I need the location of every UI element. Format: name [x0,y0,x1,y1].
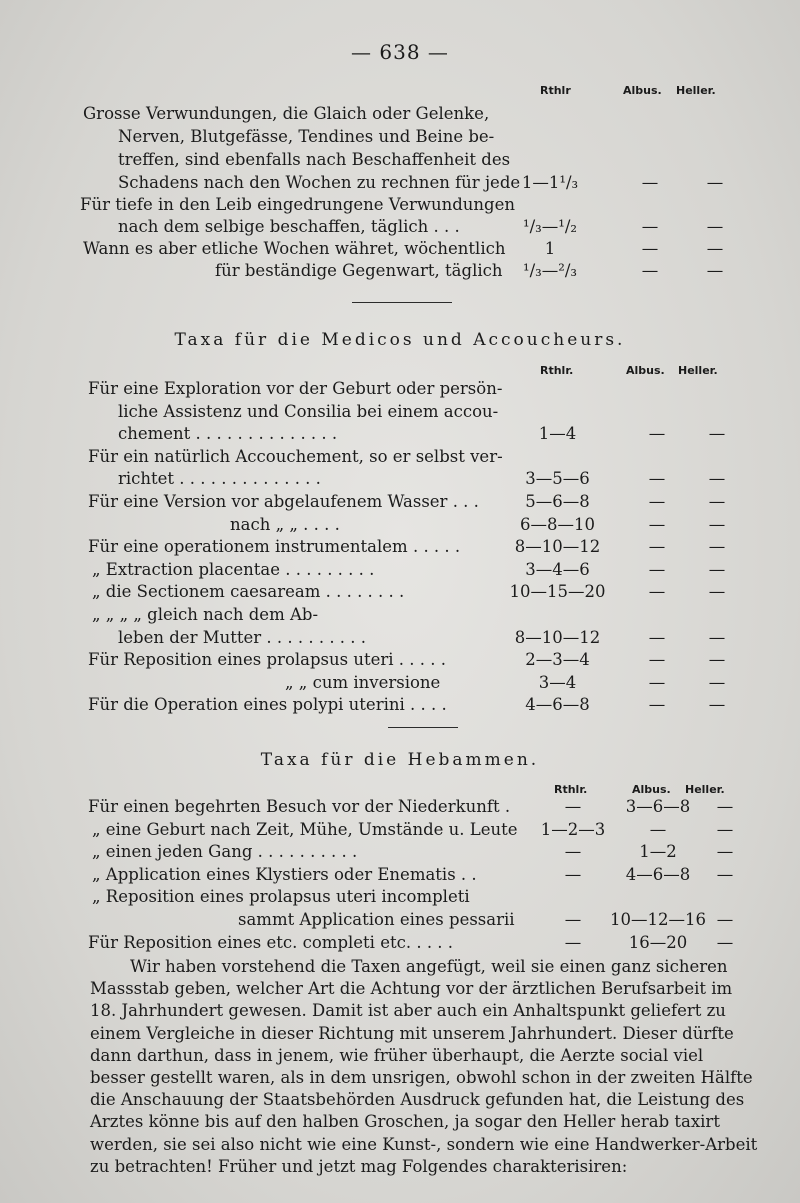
text-line: chement . . . . . . . . . . . . . . [118,424,338,444]
text-line: „ „ „ „ gleich nach dem Ab- [92,605,319,624]
paragraph-line: einem Vergleiche in dieser Richtung mit unserem Jahrhundert. Dieser dürfte [90,1023,734,1043]
section-divider [388,727,458,728]
text-line: Für ein natürlich Accouchement, so er selbst ver- [88,446,503,466]
text-line: richtet . . . . . . . . . . . . . . [118,469,321,489]
value-albus: — [649,819,667,839]
value-heller: — [708,469,726,489]
paragraph-line: werden, sie sei also nicht wie eine Kunst-, sondern wie eine Handwerker-Arbeit [90,1134,758,1154]
value-rthlr: 3—4 [538,672,577,692]
value-rthlr: 1—4 [538,424,577,444]
text-line: Für eine Exploration vor der Geburt oder persön- [88,379,503,398]
text-line: sammt Application eines pessarii [238,910,515,929]
value-rthlr: 4—6—8 [525,695,590,715]
value-rthlr: ¹/₃—¹/₂ [522,217,578,236]
text-line: „ Reposition eines prolapsus uteri incompleti [92,887,470,907]
col-header-albus: Albus. [632,783,671,796]
value-heller: — [716,864,734,884]
value-albus: — [648,559,666,579]
text-line: Schadens nach den Wochen zu rechnen für jede [118,173,521,192]
value-rthlr: — [564,842,582,862]
value-rthlr: — [564,864,582,884]
value-rthlr: — [564,932,582,952]
value-albus: — [648,469,666,489]
page-number: — 638 — [351,40,449,64]
value-albus: 10—12—16 [610,910,706,929]
value-heller: — [708,492,726,511]
col-header-rthlr: Rthlr. [540,364,574,377]
value-rthlr: 1—2—3 [540,819,606,839]
text-line: leben der Mutter . . . . . . . . . . [118,627,367,647]
paragraph-line: Massstab geben, welcher Art die Achtung vor der ärztlichen Berufsarbeit im [90,979,733,999]
text-line: Für tiefe in den Leib eingedrungene Verwundungen [80,195,516,214]
value-albus: — [648,582,666,602]
paragraph-line: Arztes könne bis auf den halben Groschen, ja sogar den Heller herab taxirt [90,1112,720,1132]
value-albus: 16—20 [628,932,688,952]
value-heller: — [708,424,726,444]
text-line: „ Extraction placentae . . . . . . . . . [92,559,375,579]
value-rthlr: 8—10—12 [514,537,601,557]
value-heller: — [706,217,724,236]
value-heller: — [716,797,734,816]
text-line: Wann es aber etliche Wochen währet, wöchentlich [83,239,506,258]
value-rthlr: — [564,910,582,929]
section-heading-hebammen: Taxa für die Hebammen. [260,750,540,770]
value-heller: — [708,537,726,557]
paragraph-line: die Anschauung der Staatsbehörden Ausdruck gefunden hat, die Leistung des [90,1090,745,1110]
value-albus: — [648,695,666,715]
value-heller: — [708,627,726,647]
text-line: Nerven, Blutgefässe, Tendines und Beine be- [118,127,495,146]
value-albus: — [648,537,666,557]
text-line: Für Reposition eines etc. completi etc. . . . . [88,932,454,952]
value-albus: — [641,239,659,258]
col-header-rthlr: Rthlr. [554,783,588,796]
text-line: Für eine Version vor abgelaufenem Wasser . . . [88,492,479,511]
value-albus: 4—6—8 [625,864,691,884]
value-heller: — [708,514,726,534]
value-heller: — [706,239,724,258]
paragraph-line: Wir haben vorstehend die Taxen angefügt, weil sie einen ganz sicheren [130,957,728,976]
body-paragraph [90,956,758,1178]
section-divider [352,302,452,303]
value-rthlr: 5—6—8 [525,492,590,511]
col-header-heller: Heller. [678,364,718,377]
text-line: treffen, sind ebenfalls nach Beschaffenheit des [118,150,511,169]
value-rthlr: 2—3—4 [525,650,590,670]
text-line: Für einen begehrten Besuch vor der Niederkunft . [88,797,511,816]
value-heller: — [708,582,726,602]
value-rthlr: 3—4—6 [525,559,590,579]
paragraph-line: 18. Jahrhundert gewesen. Damit ist aber auch ein Anhaltspunkt geliefert zu [90,1001,726,1021]
value-albus: — [648,672,666,692]
value-albus: 3—6—8 [625,797,691,816]
text-line: für beständige Gegenwart, täglich [215,261,503,280]
col-header-heller: Heller. [676,84,716,97]
value-albus: — [648,650,666,670]
value-albus: — [648,424,666,444]
value-rthlr: 6—8—10 [520,514,595,534]
paragraph-line: besser gestellt waren, als in dem unsrigen, obwohl schon in der zweiten Hälfte [90,1068,753,1088]
value-heller: — [716,842,734,862]
value-heller: — [708,695,726,715]
text-line: nach dem selbige beschaffen, täglich . . . [118,217,460,236]
value-albus: — [648,627,666,647]
value-rthlr: 10—15—20 [509,582,606,602]
text-line: Für eine operationem instrumentalem . . . . . [88,537,461,557]
value-heller: — [708,672,726,692]
value-rthlr: — [564,797,582,816]
value-heller: — [716,910,734,929]
text-line: nach „ „ . . . . [230,514,340,534]
value-albus: — [641,217,659,236]
value-heller: — [708,650,726,670]
value-albus: — [641,261,659,280]
value-albus: 1—2 [639,842,677,862]
value-rthlr: 1 [544,239,556,258]
text-line: „ Application eines Klystiers oder Enematis . . [92,864,477,884]
col-header-albus: Albus. [626,364,665,377]
paragraph-line: zu betrachten! Früher und jetzt mag Folgendes charakterisiren: [90,1156,628,1176]
value-rthlr: 1—1¹/₃ [521,173,579,192]
value-heller: — [706,173,724,192]
value-albus: — [641,173,659,192]
text-line: „ eine Geburt nach Zeit, Mühe, Umstände u. Leute [92,819,518,839]
value-heller: — [716,932,734,952]
col-header-heller: Heller. [685,783,725,796]
section-heading-medicos: Taxa für die Medicos und Accoucheurs. [174,330,626,350]
value-heller: — [708,559,726,579]
value-rthlr: 8—10—12 [514,627,601,647]
value-rthlr: ¹/₃—²/₃ [522,261,578,280]
text-line: „ „ cum inversione [285,672,441,692]
text-line: liche Assistenz und Consilia bei einem accou- [118,401,499,421]
value-heller: — [716,819,734,839]
text-line: Für Reposition eines prolapsus uteri . . . . . [88,650,446,670]
col-header-rthlr: Rthlr [540,84,571,97]
value-rthlr: 3—5—6 [525,469,590,489]
col-header-albus: Albus. [623,84,662,97]
value-albus: — [648,514,666,534]
value-albus: — [648,492,666,511]
paragraph-line: dann darthun, dass in jenem, wie früher überhaupt, die Aerzte social viel [90,1045,704,1065]
text-line: Für die Operation eines polypi uterini . . . . [88,695,447,715]
text-line: „ einen jeden Gang . . . . . . . . . . [92,842,358,862]
text-line: Grosse Verwundungen, die Glaich oder Gelenke, [83,104,490,123]
text-line: „ die Sectionem caesaream . . . . . . . . [92,582,405,602]
value-heller: — [706,261,724,280]
